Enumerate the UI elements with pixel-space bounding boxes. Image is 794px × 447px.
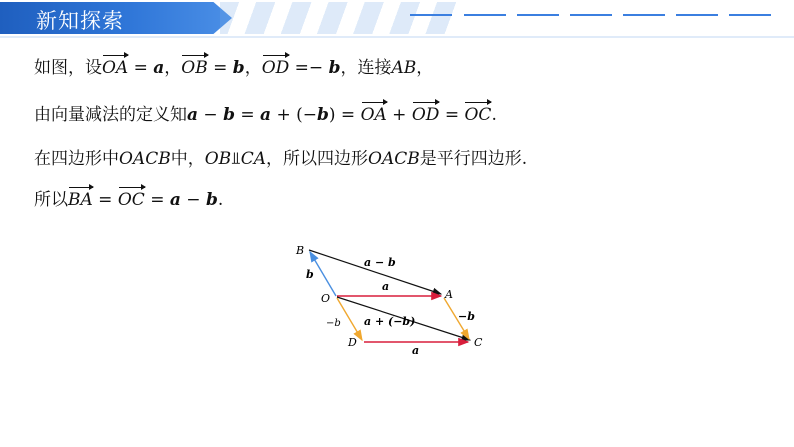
header-dash [623, 14, 665, 16]
vector-b: b [316, 105, 329, 125]
header-bar [0, 0, 794, 36]
text-segment: + (− [271, 105, 317, 125]
text-segment: − [180, 190, 206, 210]
quadrilateral-oacb: OACB [119, 149, 171, 169]
header-dash [410, 14, 452, 16]
arrow-ob [310, 252, 336, 296]
header-dash [570, 14, 612, 16]
point-label-d: D [348, 336, 357, 349]
text-segment: . [491, 105, 497, 125]
label-a-minus-b: a − b [364, 256, 396, 269]
text-segment: = [207, 58, 233, 78]
vector-a: a [187, 105, 199, 125]
label-a-plus-neg-b: a + (−b) [364, 315, 416, 328]
label-a-bottom: a [412, 344, 420, 357]
text-segment: ， [244, 58, 262, 78]
text-segment: = [92, 190, 118, 210]
text-segment: = [128, 58, 154, 78]
point-label-a: A [445, 288, 453, 301]
vector-oc: OC [117, 190, 145, 210]
text-segment: ) = [328, 105, 361, 125]
label-neg-b-left: −b [326, 318, 341, 329]
vector-a: a [260, 105, 272, 125]
point-label-c: C [474, 336, 483, 349]
text-segment: ， [164, 58, 182, 78]
text-segment: = [144, 190, 170, 210]
vector-a: a [169, 190, 181, 210]
vector-b: b [223, 105, 235, 125]
segment-ca: CA [240, 149, 267, 169]
point-label-o: O [321, 292, 331, 305]
header-dash [517, 14, 559, 16]
text-line-3 [34, 148, 527, 170]
vector-a: a [153, 58, 165, 78]
header-divider [0, 36, 794, 38]
text-segment: 由向量减法的定义知 [34, 105, 187, 125]
text-segment: 在四边形中 [34, 149, 119, 169]
text-segment: ， [416, 58, 434, 78]
label-a-top: a [382, 280, 390, 293]
label-neg-b-right: −b [458, 310, 475, 323]
quadrilateral-oacb: OACB [368, 149, 420, 169]
vector-oa: OA [360, 105, 387, 125]
label-b: b [306, 268, 314, 281]
text-segment: . [217, 190, 224, 210]
segment-ob: OB [204, 149, 232, 169]
header-decoration [220, 2, 460, 34]
text-segment: = [439, 105, 465, 125]
vector-od: OD [411, 105, 440, 125]
vector-oa: OA [102, 58, 129, 78]
vector-ob: OB [181, 58, 208, 78]
text-line-4 [34, 189, 223, 211]
text-segment: 是平行四边形. [419, 149, 528, 169]
vector-od: OD [261, 58, 290, 78]
text-segment: = [234, 105, 261, 125]
vector-b: b [205, 190, 218, 210]
segment-ab: AB [391, 58, 417, 78]
vector-diagram [280, 236, 500, 366]
vector-b: b [328, 58, 341, 78]
header-dash [464, 14, 506, 16]
point-label-b: B [296, 244, 305, 257]
parallel-equal-symbol: ⫫ [231, 149, 241, 169]
text-segment: 所以 [34, 190, 68, 210]
section-title: 新知探索 [36, 9, 124, 33]
vector-b: b [232, 58, 245, 78]
text-segment: 中， [170, 149, 205, 169]
text-segment: 如图，设 [34, 58, 102, 78]
header-dash [676, 14, 718, 16]
text-segment: + [386, 105, 412, 125]
text-segment: ，连接 [340, 58, 392, 78]
text-segment: ，所以四边形 [266, 149, 369, 169]
text-line-1 [34, 57, 433, 79]
text-segment: − [198, 105, 224, 125]
vector-oc: OC [464, 105, 492, 125]
text-segment: =− [289, 58, 329, 78]
vector-ba: BA [68, 190, 93, 210]
header-dash [729, 14, 771, 16]
text-line-2 [34, 104, 497, 126]
